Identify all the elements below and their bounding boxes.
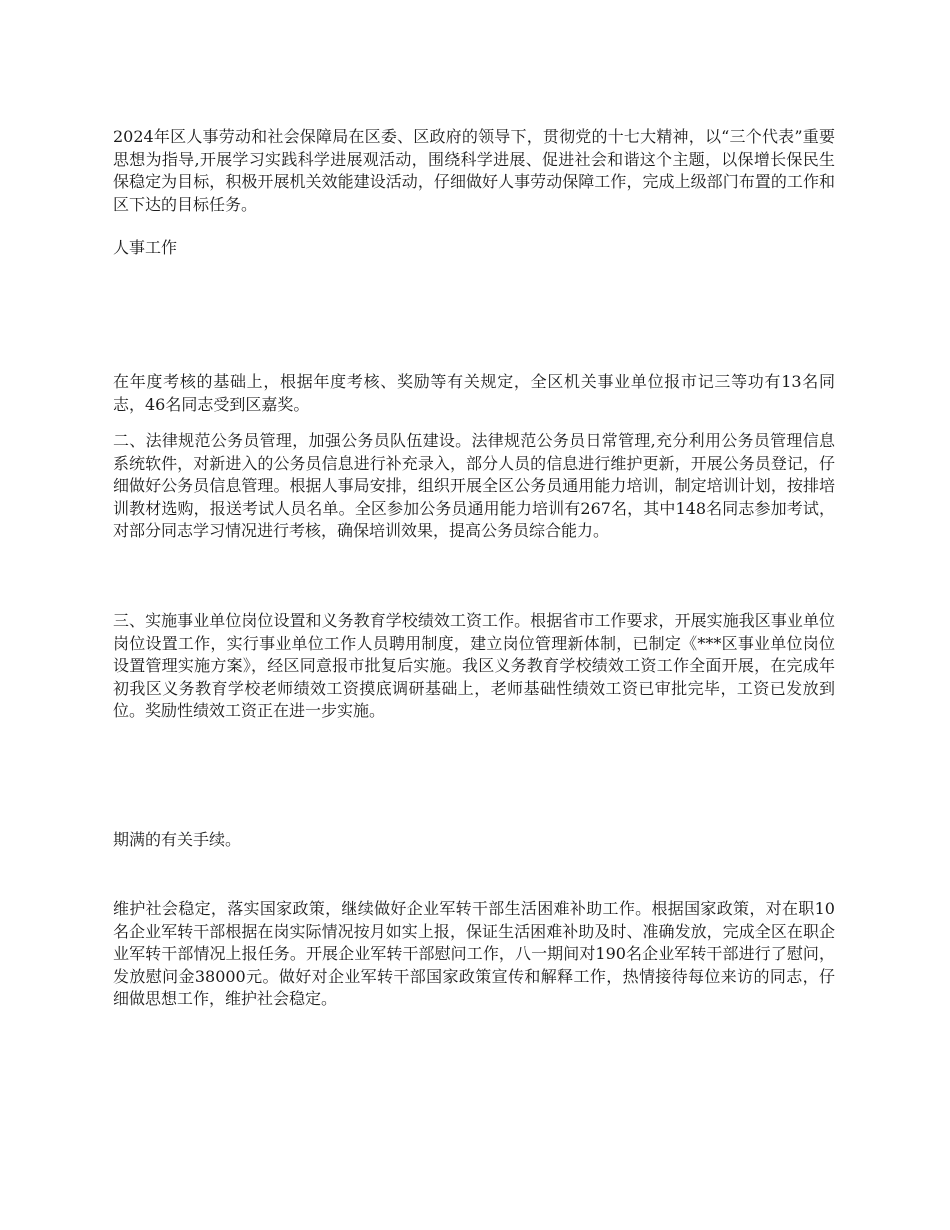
intro-paragraph: 2024年区人事劳动和社会保障局在区委、区政府的领导下，贯彻党的十七大精神，以“三个代表”重要思想为指导,开展学习实践科学进展观活动，围绕科学进展、促进社会和谐这个主题，以保增长保民生保稳定为目标，积极开展机关效能建设活动，仔细做好人事劳动保障工作，完成上级部门布置的工作和区下达的目标任务。 (113, 127, 835, 214)
social-stability-paragraph: 维护社会稳定，落实国家政策，继续做好企业军转干部生活困难补助工作。根据国家政策，对在职10名企业军转干部根据在岗实际情况按月如实上报，保证生活困难补助及时、准确发放，完成全区在职企业军转干部情况上报任务。开展企业军转干部慰问工作，八一期间对190名企业军转干部进行了慰问，发放慰问金38000元。做好对企业军转干部国家政策宣传和解释工作，热情接待每位来访的同志，仔细做思想工作，维护社会稳定。 (113, 899, 835, 1008)
civil-servant-management-paragraph: 二、法律规范公务员管理，加强公务员队伍建设。法律规范公务员日常管理,充分利用公务员管理信息系统软件，对新进入的公务员信息进行补充录入，部分人员的信息进行维护更新，开展公务员登记，仔细做好公务员信息管理。根据人事局安排，组织开展全区公务员通用能力培训，制定培训计划，按排培训教材选购，报送考试人员名单。全区参加公务员通用能力培训有267名，其中148名同志参加考试，对部分同志学习情况进行考核，确保培训效果，提高公务员综合能力。 (113, 431, 835, 540)
post-setting-paragraph: 三、实施事业单位岗位设置和义务教育学校绩效工资工作。根据省市工作要求，开展实施我区事业单位岗位设置工作，实行事业单位工作人员聘用制度，建立岗位管理新体制，已制定《***区事业单位岗位设置管理实施方案》，经区同意报市批复后实施。我区义务教育学校绩效工资工作全面开展，在完成年初我区义务教育学校老师绩效工资摸底调研基础上，老师基础性绩效工资已审批完毕，工资已发放到位。奖励性绩效工资正在进一步实施。 (113, 611, 835, 720)
expiry-procedures-paragraph: 期满的有关手续。 (113, 830, 242, 849)
section-heading-personnel: 人事工作 (113, 238, 178, 257)
annual-assessment-paragraph: 在年度考核的基础上，根据年度考核、奖励等有关规定，全区机关事业单位报市记三等功有13名同志，46名同志受到区嘉奖。 (113, 372, 835, 414)
